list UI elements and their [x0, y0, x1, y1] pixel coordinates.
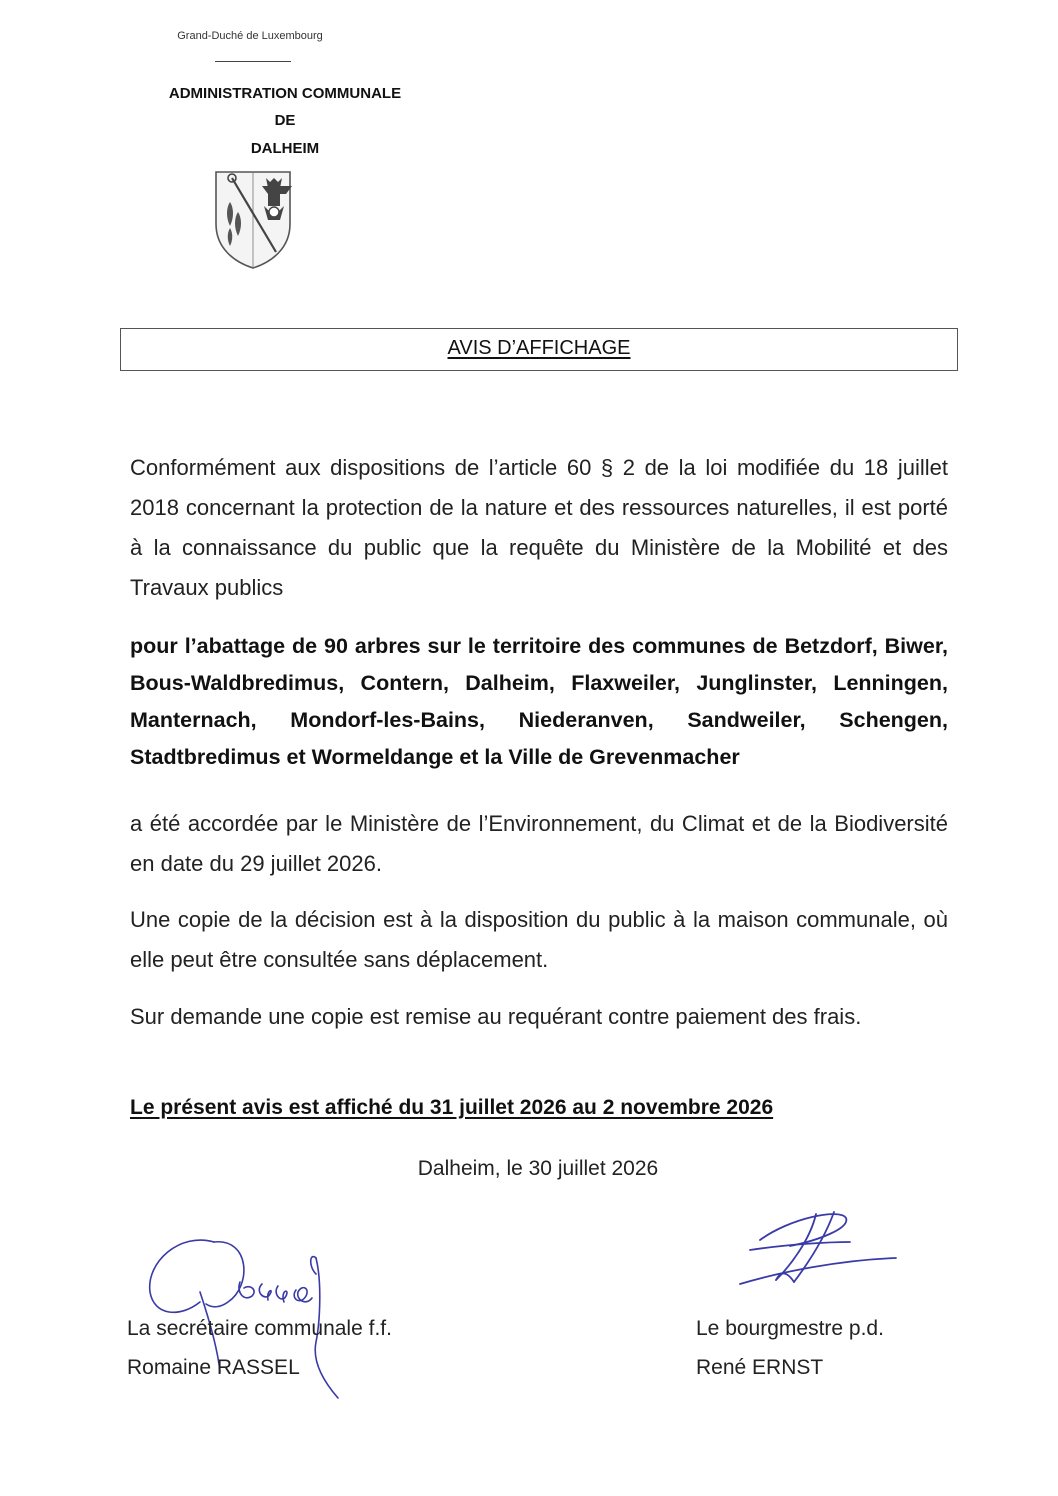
place-and-date: Dalheim, le 30 juillet 2026 — [417, 1157, 659, 1180]
intro-paragraph: Conformément aux dispositions de l’article 60 § 2 de la loi modifiée du 18 juillet 2018 concernant la protection de la nature et des ressources naturelles, il est porté à la connaissance du public que la requête du Ministère de la Mobilité et des Travaux publics — [130, 455, 948, 600]
mayor-name: René ERNST — [696, 1356, 824, 1379]
coat-of-arms-icon — [212, 166, 294, 270]
administration-title-line-3: DALHEIM — [250, 140, 320, 157]
posting-period: Le présent avis est affiché du 31 juillet 2026 au 2 novembre 2026 — [130, 1096, 774, 1119]
secretary-name: Romaine RASSEL — [127, 1356, 300, 1379]
copy-request-paragraph: Sur demande une copie est remise au requérant contre paiement des frais. — [130, 1004, 862, 1029]
approval-paragraph: a été accordée par le Ministère de l’Environnement, du Climat et de la Biodiversité en date du 29 juillet 2026. — [130, 811, 948, 876]
notice-title: AVIS D’AFFICHAGE — [447, 337, 631, 359]
secretary-role: La secrétaire communale f.f. — [127, 1317, 392, 1340]
consultation-paragraph: Une copie de la décision est à la disposition du public à la maison communale, où elle peut être consultée sans déplacement. — [130, 907, 948, 972]
administration-title-line-1: ADMINISTRATION COMMUNALE — [168, 85, 402, 102]
subject-paragraph: pour l’abattage de 90 arbres sur le territoire des communes de Betzdorf, Biwer, Bous-Waldbredimus, Contern, Dalheim, Flaxweiler, Junglinster, Lenningen, Manternach, Mondorf-les-Bains, Niederanven, Sandweiler, Schengen, Stadtbredimus et Wormeldange et la Ville de Grevenmacher — [130, 634, 948, 769]
notice-title-box — [120, 328, 958, 371]
mayor-role: Le bourgmestre p.d. — [696, 1317, 884, 1340]
administration-title-line-2: DE — [274, 112, 296, 129]
country-name: Grand-Duché de Luxembourg — [177, 30, 323, 42]
header-divider — [215, 61, 291, 62]
mayor-signature-icon — [720, 1200, 900, 1300]
